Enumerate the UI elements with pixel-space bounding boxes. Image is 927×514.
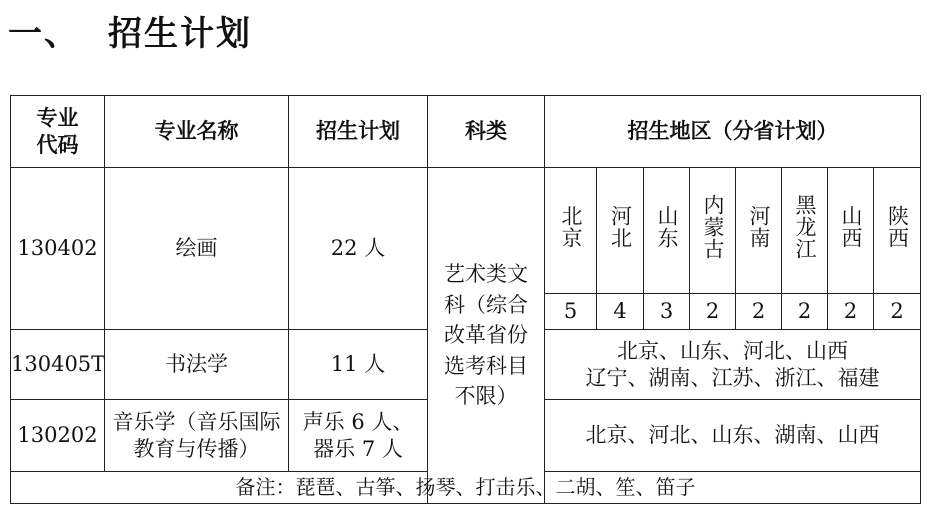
regions-line: 北京、山东、河北、山西 [617,339,848,364]
cell-code: 130405T [11,330,105,400]
section-title: 招生计划 [108,14,252,54]
header-name: 专业名称 [105,96,289,168]
note-row [11,472,921,504]
province-cell: 河北 [597,168,644,294]
quota-cell: 5 [545,294,597,330]
cell-code: 130202 [11,400,105,472]
quota-cell: 2 [782,294,828,330]
quota-cell: 4 [597,294,644,330]
quota-cell: 2 [828,294,874,330]
quota-cell: 3 [644,294,690,330]
province-cell: 陕西 [874,168,921,294]
header-plan: 招生计划 [289,96,428,168]
header-code: 专业代码 [11,96,105,168]
regions-line: 辽宁、湖南、江苏、浙江、福建 [585,365,880,390]
cell-regions [545,330,921,400]
enrollment-plan-table [10,95,921,504]
cell-regions: 北京、河北、山东、湖南、山西 [545,400,921,472]
province-cell: 黑龙江 [782,168,828,294]
header-row [11,96,921,168]
header-category: 科类 [428,96,545,168]
section-number: 一、 [8,14,80,54]
province-cell: 山西 [828,168,874,294]
quota-cell: 2 [874,294,921,330]
cell-category: 艺术类文科（综合改革省份选考科目不限） [428,168,545,504]
cell-plan: 声乐 6 人、器乐 7 人 [289,400,428,472]
province-cell: 内蒙古 [690,168,736,294]
cell-plan: 22 人 [289,168,428,330]
province-cell: 山东 [644,168,690,294]
table-row [11,168,921,294]
cell-name: 书法学 [105,330,289,400]
province-cell: 北京 [545,168,597,294]
cell-plan: 11 人 [289,330,428,400]
quota-cell: 2 [736,294,782,330]
province-cell: 河南 [736,168,782,294]
cell-code: 130402 [11,168,105,330]
quota-cell: 2 [690,294,736,330]
cell-name: 绘画 [105,168,289,330]
table-note: 备注：琵琶、古筝、扬琴、打击乐、二胡、笙、笛子 [11,472,921,504]
header-region: 招生地区（分省计划） [545,96,921,168]
cell-name: 音乐学（音乐国际教育与传播） [105,400,289,472]
section-heading [8,6,252,55]
